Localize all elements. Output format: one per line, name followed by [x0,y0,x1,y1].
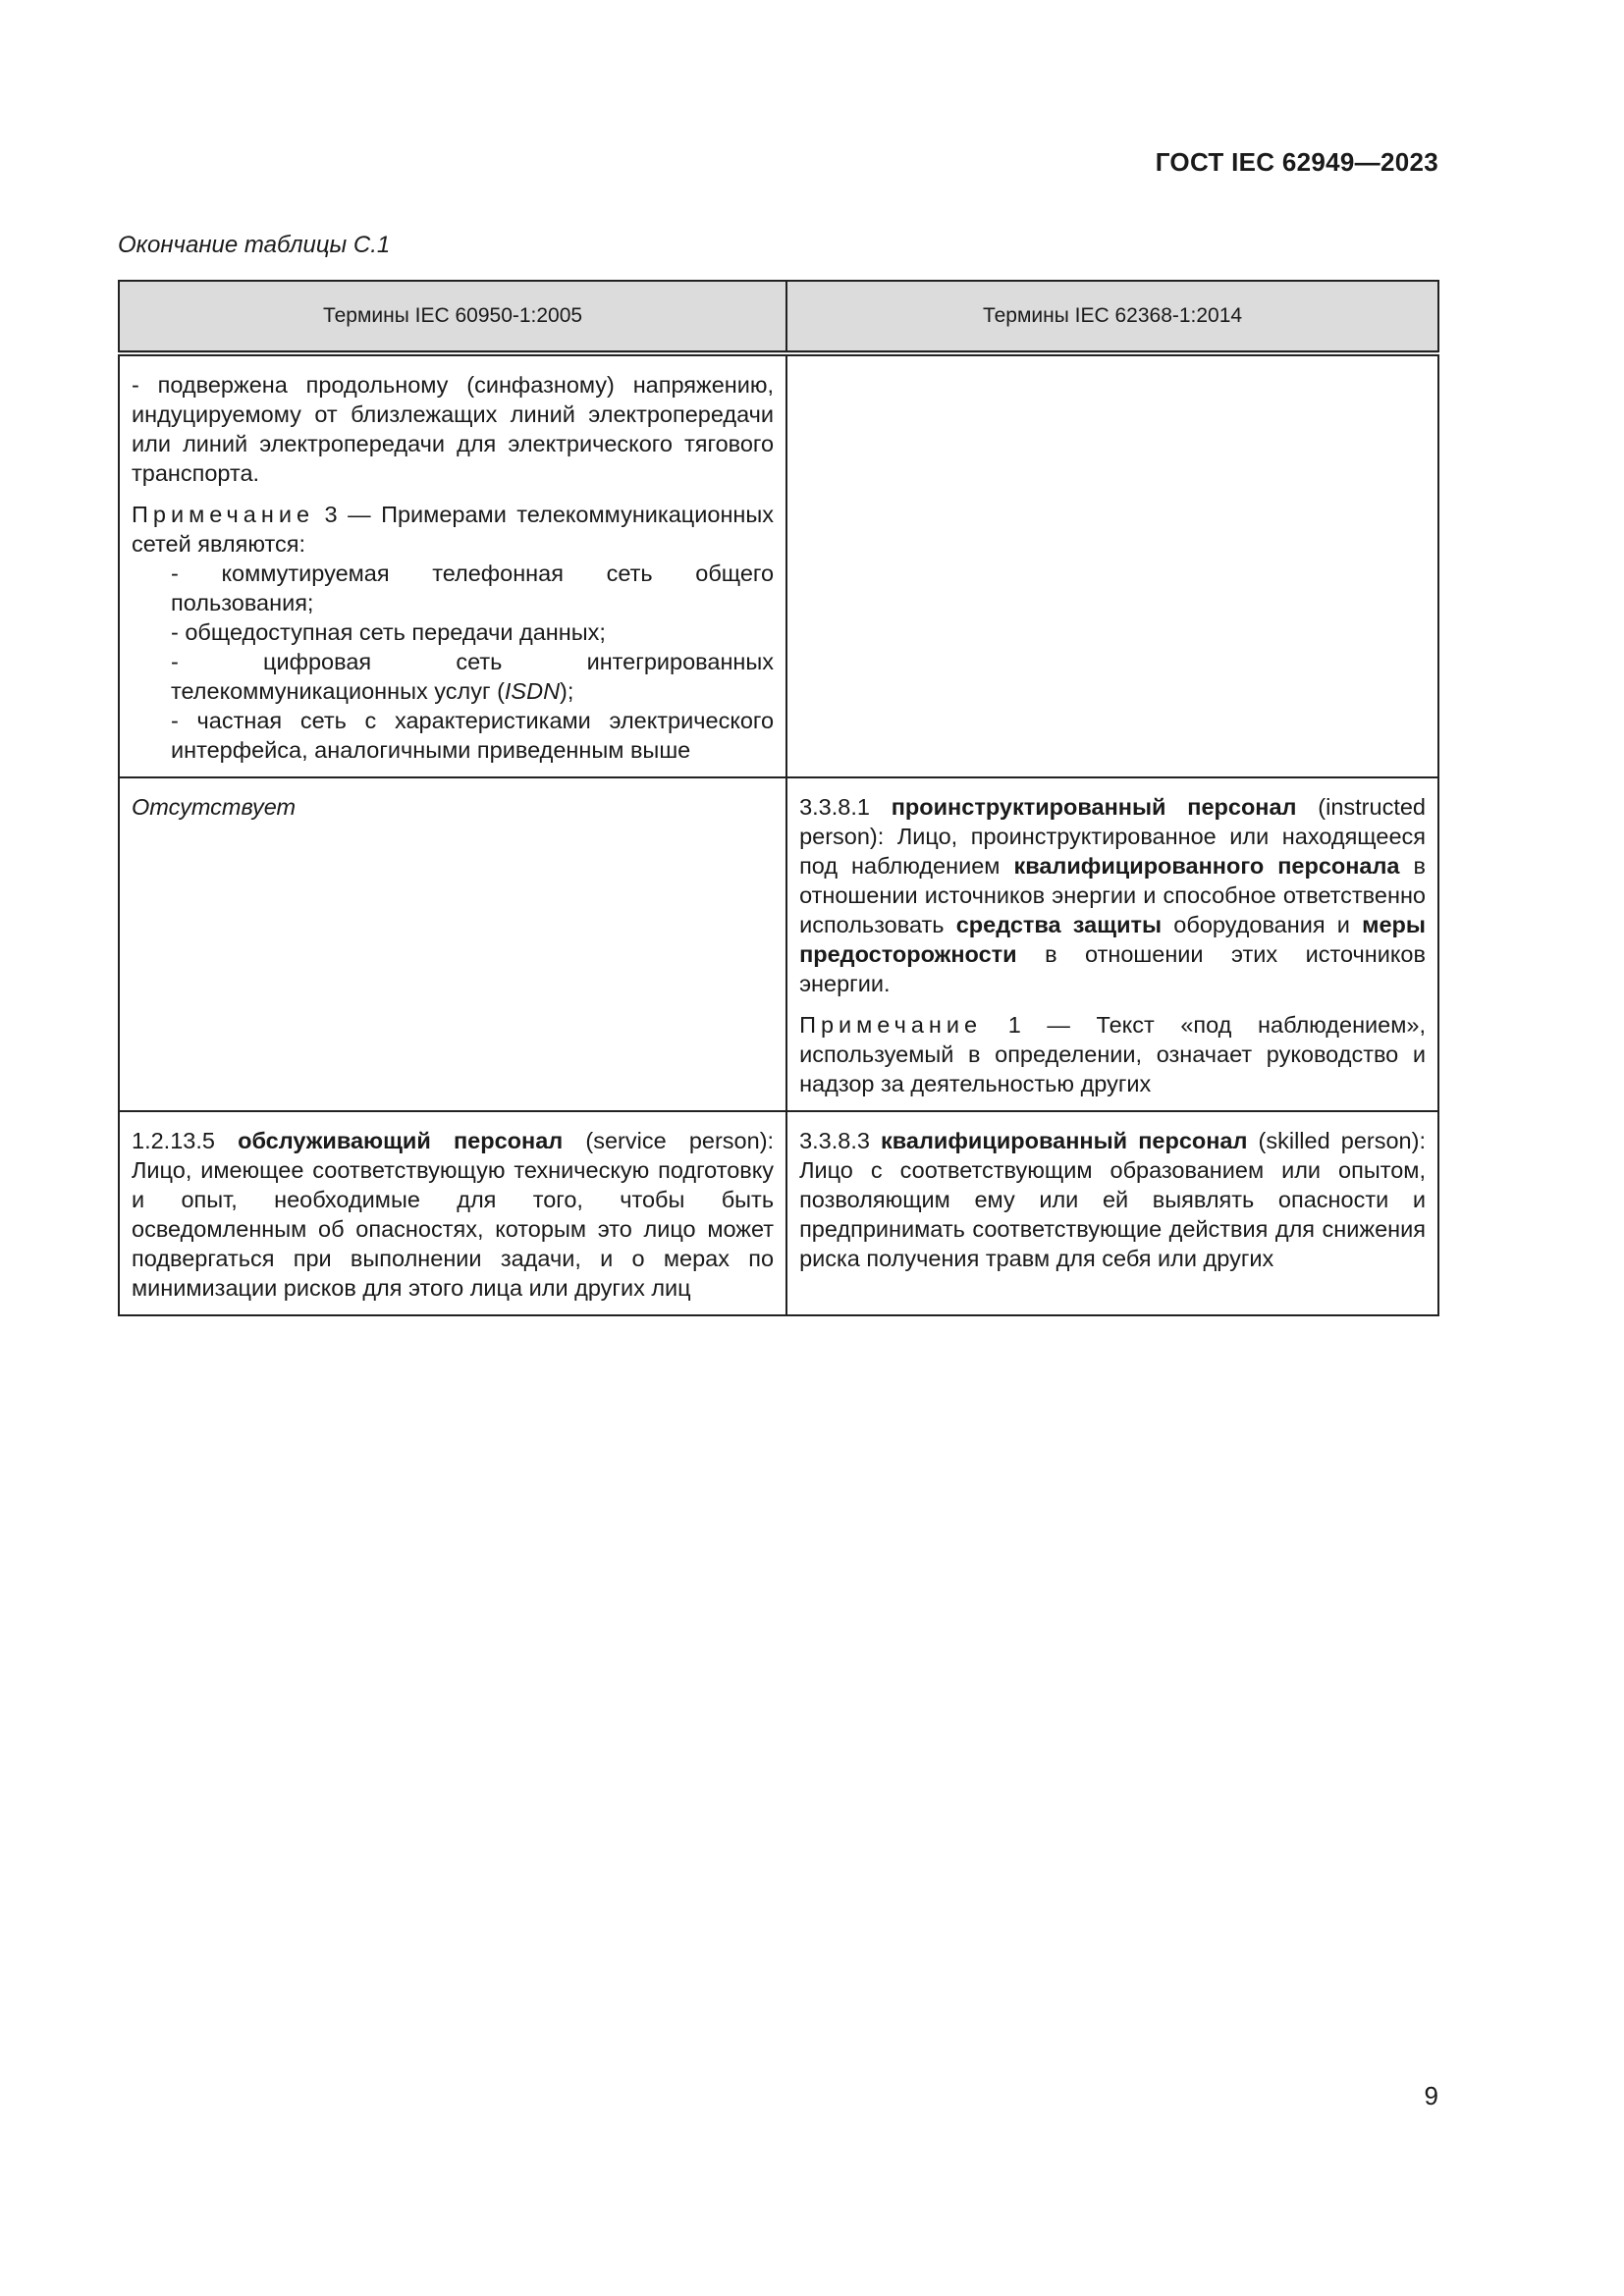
table-cell [786,777,1438,1111]
list-item-text: - цифровая сеть интегрированных телекоммуникационных услуг ( [171,649,775,704]
bold-term-ref: средства защиты [955,912,1163,937]
term-number: 3.3.8.1 [799,794,892,820]
definition-text: оборудования и [1162,912,1363,937]
page-number: 9 [1424,2081,1438,2110]
absent-marker: Отсутствует [132,794,297,820]
bold-term-ref: меры предосторожности [799,912,1426,967]
list-item: - коммутируемая телефонная сеть общего пользования; [171,561,775,615]
note-block [799,1010,1426,1098]
definition-text: в отношении источников энергии и способное ответственно использовать [799,853,1426,937]
term-definition [799,792,1426,998]
document-standard-header: ГОСТ IEC 62949—2023 [1155,147,1438,177]
term-definition [132,1126,774,1303]
list-item: - частная сеть с характеристиками электрического интерфейса, аналогичными приведенным выше [171,708,775,763]
term-definition [799,1126,1426,1273]
definition-text: в отношении этих источников энергии. [799,941,1426,996]
note-block [132,500,774,765]
term-name: квалифицированный персонал [881,1128,1248,1153]
table-caption: Окончание таблицы С.1 [118,232,391,258]
note-label: Примечание [132,502,315,527]
term-number: 1.2.13.5 [132,1128,239,1153]
definition-continuation: - подвержена продольному (синфазному) напряжению, индуцируемому от близлежащих линий электропередачи или линий электропередачи для электрического тягового транспорта. [132,372,775,486]
term-number: 3.3.8.3 [799,1128,882,1153]
note-text: 1 — Текст «под наблюдением», используемый в определении, означает руководство и надзор за деятельностью других [799,1012,1426,1096]
bold-term-ref: квалифицированного персонала [1013,853,1400,879]
column-header-iec60950: Термины IEC 60950-1:2005 [119,281,786,353]
definition-text: (instructed person): Лицо, проинструктированное или находящееся под наблюдением [799,794,1426,879]
table-cell [119,353,786,777]
term-name: проинструктированный персонал [891,794,1297,820]
terms-comparison-table [118,280,1439,1316]
definition-text: (service person): Лицо, имеющее соответствующую техническую подготовку и опыт, необходимые для того, чтобы быть осведомленным об опасностях, которым это лицо может подвергаться при выполнении задачи, и о мерах по минимизации рисков для этого лица или других лиц [132,1128,775,1301]
isdn-abbreviation: ISDN [504,678,561,704]
table-row [119,1111,1438,1315]
table-row [119,777,1438,1111]
table-cell [119,777,786,1111]
definition-text: (skilled person): Лицо с соответствующим образованием или опытом, позволяющим ему или ей выявлять опасности и предпринимать соответствующие действия для снижения риска получения травм для себя или других [799,1128,1426,1271]
list-item: - общедоступная сеть передачи данных; [171,619,606,645]
table-header-row [119,281,1438,353]
note-label: Примечание [799,1012,983,1038]
list-item-tail: ); [560,678,574,704]
table-cell-empty [786,353,1438,777]
term-name: обслуживающий персонал [238,1128,564,1153]
table-cell [786,1111,1438,1315]
list-item [132,647,774,706]
column-header-iec62368: Термины IEC 62368-1:2014 [786,281,1438,353]
table-row [119,353,1438,777]
table-cell [119,1111,786,1315]
note-text: 3 — Примерами телекоммуникационных сетей являются: [132,502,775,557]
